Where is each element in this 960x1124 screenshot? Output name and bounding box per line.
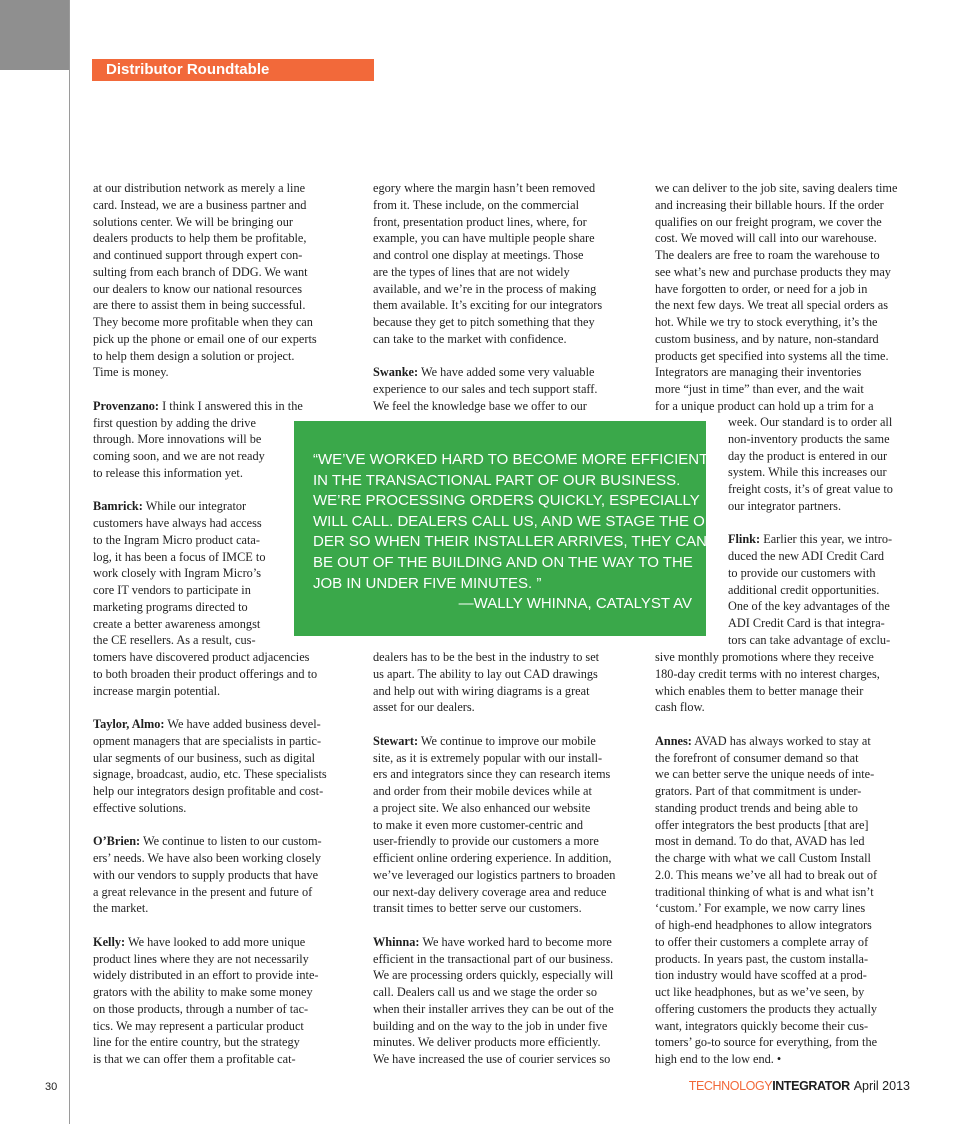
text-line: the charge with what we call Custom Install <box>655 851 871 865</box>
text-line: pick up the phone or email one of our experts <box>93 331 317 346</box>
speaker-name: Whinna: <box>373 934 420 949</box>
obrien-paragraph: O’Brien: We continue to listen to our custom- <box>93 834 322 849</box>
paragraph-lines <box>93 951 363 1068</box>
text-line: product lines where they are not necessarily <box>93 951 309 966</box>
text-line: to both broaden their product offerings and to <box>93 666 318 681</box>
text-line: opment managers that are specialists in partic- <box>93 733 322 748</box>
text-line: user-friendly to provide our customers a more <box>373 834 599 849</box>
text-line: tors can take advantage of exclu- <box>728 632 891 647</box>
text-line: grators with the ability to make some money <box>93 985 313 999</box>
column-3 <box>655 180 915 415</box>
text-line: first question by adding the drive <box>93 415 256 430</box>
flink-paragraph: Flink: Earlier this year, we intro- <box>728 532 893 547</box>
text-line: solutions center. We will be bringing our <box>93 214 293 229</box>
text-line: increase margin potential. <box>93 683 221 698</box>
text-line: of high-end headphones to allow integrators <box>655 918 872 932</box>
stewart-paragraph: Stewart: We continue to improve our mobile <box>373 733 596 748</box>
text-line: our dealers to know our national resources <box>93 281 302 296</box>
text-line: ADI Credit Card is that integra- <box>728 616 885 630</box>
paragraph <box>373 180 643 348</box>
speaker-name: Flink: <box>728 532 761 547</box>
text-line: custom business, and by nature, non-standard <box>655 331 879 346</box>
text-line: with our vendors to supply products that have <box>93 867 319 882</box>
paragraph-lines <box>373 649 643 716</box>
text-line: products. In years past, the custom installa- <box>655 951 869 966</box>
text-line: We are processing orders quickly, especially will <box>373 968 614 983</box>
text-line: ular segments of our business, such as digital <box>93 750 315 765</box>
margin-rule <box>69 0 70 1124</box>
text-line: we can deliver to the job site, saving dealers time <box>655 181 898 195</box>
text-line: example, you can have multiple people share <box>373 231 595 246</box>
text-line: tomers have discovered product adjacencies <box>93 650 310 664</box>
text-line: and order from their mobile devices while at <box>373 784 592 798</box>
text-line: widely distributed in an effort to provide inte- <box>93 968 319 983</box>
text-line: help our integrators design profitable and cost- <box>93 784 324 798</box>
text-line: freight costs, it’s of great value to <box>728 482 893 496</box>
brand-technology: TECHNOLOGY <box>688 1079 773 1093</box>
text-line: tion industry would have scoffed at a prod- <box>655 968 867 983</box>
text-line: signage, broadcast, audio, etc. These specialists <box>93 767 327 782</box>
brand-integrator: INTEGRATOR <box>772 1079 850 1093</box>
text-line: products get specified into systems all the time. <box>655 348 889 363</box>
text-line: effective solutions. <box>93 800 187 815</box>
text-line: log, it has been a focus of IMCE to <box>93 549 266 564</box>
text-line: we’ve leveraged our logistics partners to broaden <box>373 867 616 882</box>
text-line: because they get to pitch something that they <box>373 315 595 329</box>
speaker-name: Provenzano: <box>93 398 160 413</box>
text-line: create a better awareness amongst <box>93 616 261 631</box>
text-line: The dealers are free to roam the warehouse to <box>655 248 880 262</box>
paragraph <box>93 180 363 381</box>
text-line: IN THE TRANSACTIONAL PART OF OUR BUSINESS. <box>313 471 681 489</box>
text-line: They become more profitable when they can <box>93 315 313 329</box>
text-line: system. While this increases our <box>728 465 887 480</box>
text-line: our integrator partners. <box>728 498 842 513</box>
text-line: WILL CALL. DEALERS CALL US, AND WE STAGE THE OR- <box>313 512 721 530</box>
text-line: efficient online ordering experience. In addition, <box>373 851 612 865</box>
text-line: a project site. We also enhanced our website <box>373 800 591 815</box>
text-line: qualifies on our freight program, we cover the <box>655 214 882 229</box>
text-line: ‘custom.’ For example, we now carry lines <box>655 901 866 916</box>
text-line: high end to the low end. • <box>655 1052 782 1066</box>
speaker-name: Bamrick: <box>93 499 143 514</box>
text-line: from it. These include, on the commercial <box>373 197 580 212</box>
paragraph-lines <box>655 649 915 716</box>
corner-tab <box>0 0 70 70</box>
text-line: have forgotten to order, or need for a job in <box>655 281 868 296</box>
text-line: are there to assist them in being successful. <box>93 298 306 313</box>
text-line: available, and we’re in the process of making <box>373 281 597 296</box>
text-line: We feel the knowledge base we offer to our <box>373 398 587 413</box>
text-line: and increasing their billable hours. If the order <box>655 197 884 212</box>
text-line: DER SO WHEN THEIR INSTALLER ARRIVES, THEY CAN <box>313 533 707 551</box>
text-line: to provide our customers with <box>728 565 876 580</box>
paragraph-lines <box>655 750 915 1068</box>
bamrick-paragraph: Bamrick: While our integrator <box>93 499 247 514</box>
text-line: site, as it is extremely popular with our install- <box>373 750 603 765</box>
text-line: through. More innovations will be <box>93 432 262 447</box>
text-line: day the product is entered in our <box>728 448 888 463</box>
text-line: is that we can offer them a profitable cat- <box>93 1052 296 1066</box>
text-line: One of the key advantages of the <box>728 599 890 614</box>
text-line: hot. While we try to stock everything, it’s the <box>655 315 878 329</box>
text-line: on those products, through a number of tac- <box>93 1001 309 1016</box>
text-line: the forefront of consumer demand so that <box>655 750 859 765</box>
swanke-paragraph: Swanke: We have added some very valuable <box>373 365 595 380</box>
paragraph-lines <box>728 548 918 649</box>
text-line: at our distribution network as merely a line <box>93 181 306 195</box>
text-line: to release this information yet. <box>93 465 243 480</box>
text-line: work closely with Ingram Micro’s <box>93 566 262 581</box>
column-3-lower <box>655 649 915 1068</box>
text-line: a great relevance in the present and future of <box>93 884 313 899</box>
text-line: dealers has to be the best in the industry to set <box>373 650 600 664</box>
pull-quote-text <box>313 450 721 594</box>
text-line: to make it even more customer-centric and <box>373 817 584 832</box>
text-line: offer integrators the best products [that are] <box>655 817 869 832</box>
text-line: BE OUT OF THE BUILDING AND ON THE WAY TO THE <box>313 553 693 571</box>
text-line: which enables them to better manage their <box>655 683 864 698</box>
text-line: cash flow. <box>655 700 705 715</box>
text-line: experience to our sales and tech support staff. <box>373 382 598 396</box>
taylor-paragraph: Taylor, Almo: We have added business devel- <box>93 717 321 731</box>
text-line: grators. Part of that commitment is under- <box>655 784 862 798</box>
text-line: them available. It’s exciting for our integrators <box>373 298 603 313</box>
text-line: sulting from each branch of DDG. We want <box>93 264 308 279</box>
text-line: see what’s new and purchase products they may <box>655 264 891 279</box>
pull-quote-attribution: —WALLY WHINNA, CATALYST AV <box>458 595 692 613</box>
text-line: minutes. We deliver products more efficiently. <box>373 1035 601 1050</box>
text-line: week. Our standard is to order all <box>728 415 893 429</box>
text-line: card. Instead, we are a business partner and <box>93 197 307 212</box>
page-number: 30 <box>45 1081 58 1093</box>
text-line: more “just in time” than ever, and the wait <box>655 382 864 396</box>
paragraph-lines <box>373 951 643 1068</box>
text-line: marketing programs directed to <box>93 599 248 614</box>
text-line: us apart. The ability to lay out CAD drawings <box>373 666 598 681</box>
text-line: line for the entire country, but the strategy <box>93 1035 300 1050</box>
text-line: call. Dealers call us and we stage the order so <box>373 985 597 999</box>
text-line: most in demand. To do that, AVAD has led <box>655 834 865 849</box>
text-line: efficient in the transactional part of our business. <box>373 951 614 966</box>
text-line: to the Ingram Micro product cata- <box>93 532 260 547</box>
column-2 <box>373 180 643 415</box>
provenzano-paragraph: Provenzano: I think I answered this in the <box>93 398 303 413</box>
text-line: sive monthly promotions where they receive <box>655 650 874 664</box>
column-2-lower <box>373 649 643 1068</box>
speaker-name: Taylor, Almo: <box>93 717 165 731</box>
text-line: offering customers the products they actually <box>655 1001 878 1016</box>
text-line: building and on the way to the job in under five <box>373 1018 608 1033</box>
text-line: can take to the market with confidence. <box>373 331 567 346</box>
text-line: non-inventory products the same <box>728 431 890 446</box>
text-line: We have increased the use of courier services so <box>373 1052 611 1066</box>
text-line: Integrators are managing their inventories <box>655 365 862 380</box>
text-line: to help them design a solution or project. <box>93 348 295 363</box>
column-3-narrow <box>728 414 918 649</box>
text-line: asset for our dealers. <box>373 700 475 715</box>
text-line: cost. We moved will call into our warehouse. <box>655 231 877 246</box>
whinna-paragraph: Whinna: We have worked hard to become more <box>373 934 612 949</box>
text-line: our next-day delivery coverage area and reduce <box>373 884 607 899</box>
text-line: tomers’ go-to source for everything, from the <box>655 1035 878 1050</box>
text-line: are the types of lines that are not widely <box>373 264 570 279</box>
text-line: tics. We may represent a particular product <box>93 1018 304 1033</box>
paragraph-lines <box>373 381 643 415</box>
text-line: ers and integrators since they can research items <box>373 767 611 782</box>
text-line: 180-day credit terms with no interest charges, <box>655 666 880 681</box>
footer-brand <box>689 1079 910 1093</box>
section-banner: Distributor Roundtable <box>92 59 374 81</box>
text-line: egory where the margin hasn’t been removed <box>373 181 596 195</box>
text-line: and control one display at meetings. Those <box>373 248 584 262</box>
speaker-name: Kelly: <box>93 934 126 949</box>
text-line: the market. <box>93 901 149 916</box>
annes-paragraph: Annes: AVAD has always worked to stay at <box>655 733 871 748</box>
text-line: and continued support through expert con- <box>93 248 303 262</box>
pull-quote <box>294 421 721 636</box>
text-line: duced the new ADI Credit Card <box>728 549 885 563</box>
text-line: uct like headphones, but as we’ve seen, by <box>655 985 865 999</box>
paragraph-lines <box>728 414 918 515</box>
paragraph-lines <box>93 850 363 917</box>
text-line: JOB IN UNDER FIVE MINUTES. ” <box>313 574 542 592</box>
speaker-name: Annes: <box>655 733 692 748</box>
text-line: the next few days. We treat all special orders as <box>655 298 889 313</box>
text-line: dealers products to help them be profitable, <box>93 231 307 246</box>
text-line: WE’RE PROCESSING ORDERS QUICKLY, ESPECIALLY <box>313 492 700 510</box>
speaker-name: O’Brien: <box>93 834 141 849</box>
text-line: traditional thinking of what is and what isn’t <box>655 884 874 899</box>
text-line: customers have always had access <box>93 516 262 530</box>
paragraph-lines <box>93 733 363 817</box>
speaker-name: Stewart: <box>373 733 419 748</box>
text-line: want, integrators quickly become their cus- <box>655 1018 869 1033</box>
speaker-name: Swanke: <box>373 365 419 380</box>
text-line: for a unique product can hold up a trim for a <box>655 398 874 413</box>
paragraph <box>655 180 915 415</box>
issue-date: April 2013 <box>853 1079 910 1093</box>
text-line: 2.0. This means we’ve all had to break out of <box>655 867 878 882</box>
text-line: “WE’VE WORKED HARD TO BECOME MORE EFFICIENT <box>313 451 709 468</box>
text-line: core IT vendors to participate in <box>93 583 251 597</box>
text-line: ers’ needs. We have also been working closely <box>93 851 322 865</box>
text-line: to offer their customers a complete array of <box>655 934 869 949</box>
text-line: we can better serve the unique needs of inte- <box>655 767 875 782</box>
text-line: transit times to better serve our customers. <box>373 901 582 916</box>
kelly-paragraph: Kelly: We have looked to add more unique <box>93 934 306 949</box>
paragraph-lines <box>373 750 643 918</box>
text-line: and help out with wiring diagrams is a great <box>373 683 590 698</box>
text-line: Time is money. <box>93 365 169 380</box>
text-line: additional credit opportunities. <box>728 582 880 597</box>
text-line: front, presentation product lines, where, for <box>373 214 587 229</box>
text-line: the CE resellers. As a result, cus- <box>93 633 256 648</box>
text-line: when their installer arrives they can be out of the <box>373 1001 614 1016</box>
text-line: standing product trends and being able to <box>655 800 858 815</box>
text-line: coming soon, and we are not ready <box>93 449 265 463</box>
